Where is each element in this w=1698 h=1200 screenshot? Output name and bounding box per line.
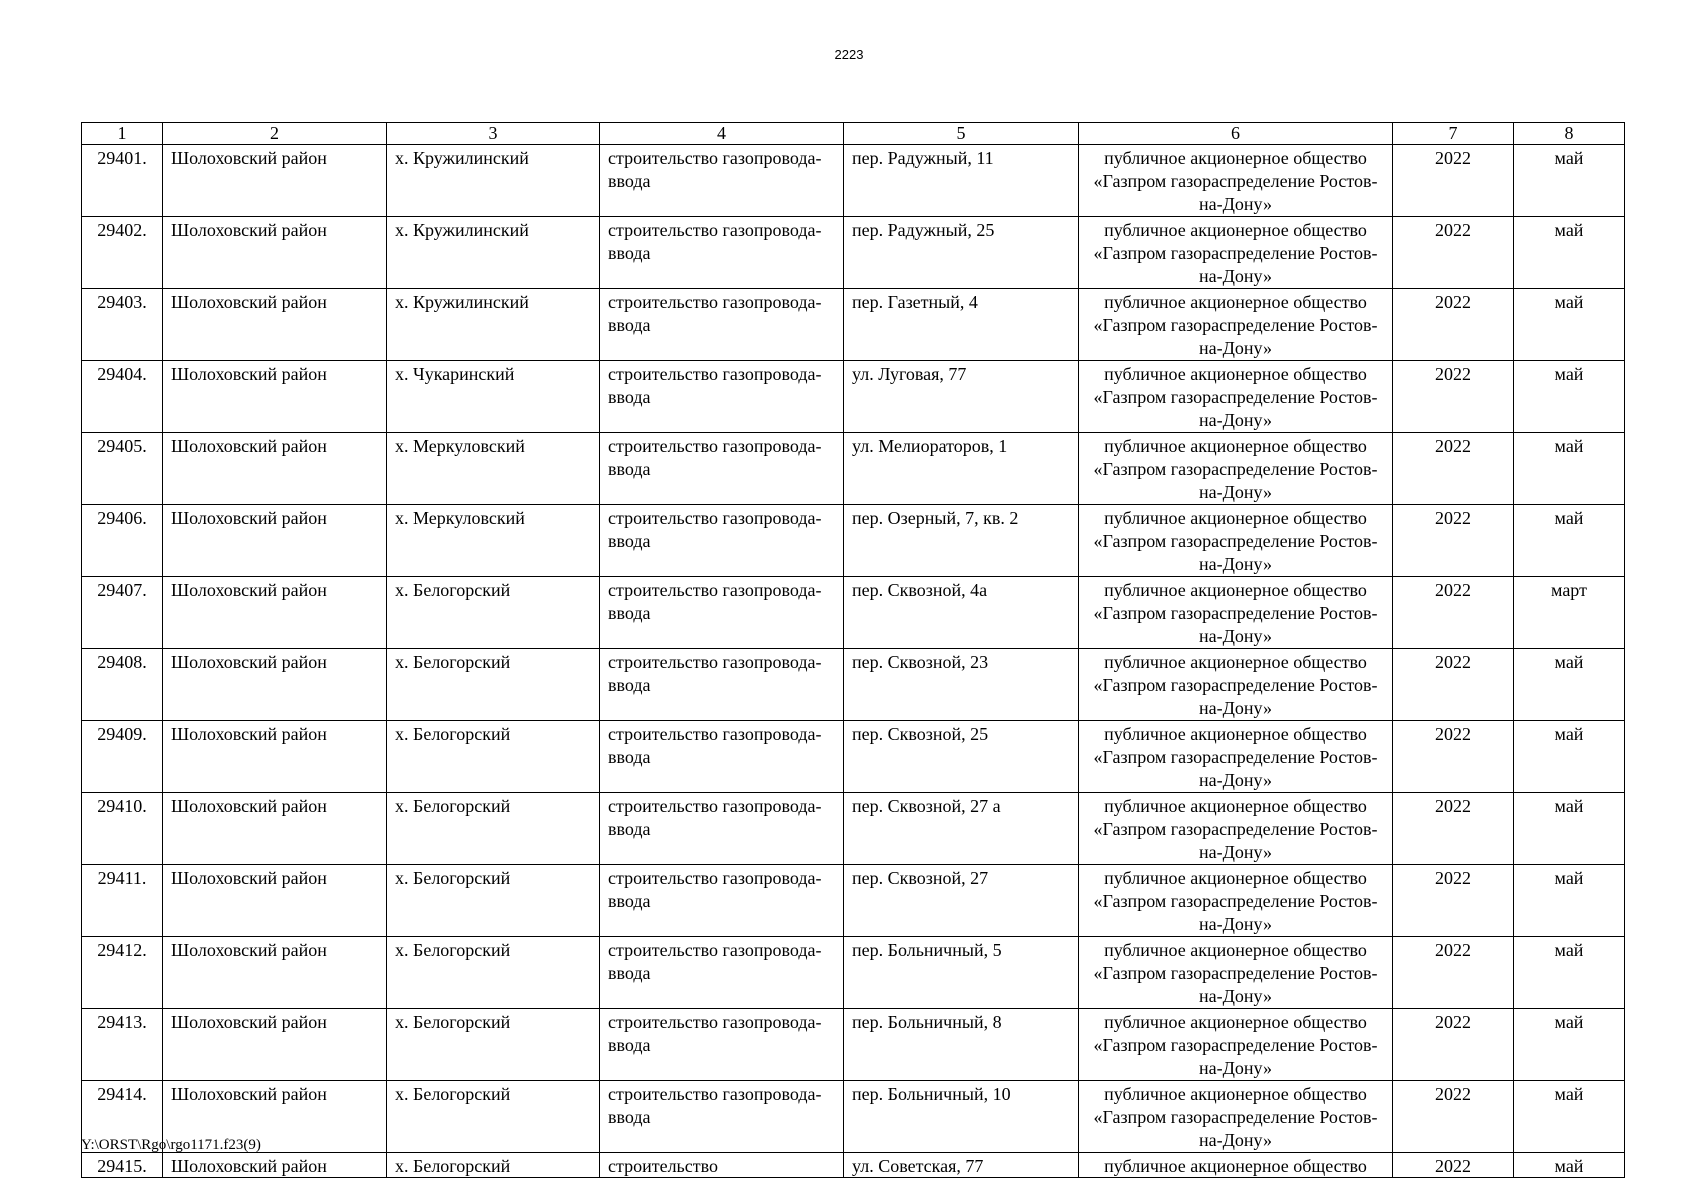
district-cell: Шолоховский район [163, 1153, 387, 1178]
settlement-cell: х. Белогорский [387, 649, 600, 721]
address-cell: ул. Советская, 77 [844, 1153, 1079, 1178]
table-row [82, 145, 1625, 217]
year-cell: 2022 [1393, 937, 1514, 1009]
year-cell: 2022 [1393, 649, 1514, 721]
month-cell: март [1514, 577, 1625, 649]
column-header-3: 3 [387, 123, 600, 145]
row-number: 29403. [82, 289, 163, 361]
settlement-cell: х. Белогорский [387, 577, 600, 649]
month-cell: май [1514, 433, 1625, 505]
table-row [82, 865, 1625, 937]
work-type-cell: строительство газопровода-ввода [600, 649, 844, 721]
settlement-cell: х. Белогорский [387, 721, 600, 793]
work-type-cell: строительство газопровода-ввода [600, 1081, 844, 1153]
organization-cell: публичное акционерное общество «Газпром газораспределение Ростов-на-Дону» [1079, 217, 1393, 289]
work-type-cell: строительство газопровода-ввода [600, 289, 844, 361]
row-number: 29409. [82, 721, 163, 793]
month-cell: май [1514, 505, 1625, 577]
table-row [82, 577, 1625, 649]
district-cell: Шолоховский район [163, 145, 387, 217]
row-number: 29404. [82, 361, 163, 433]
year-cell: 2022 [1393, 865, 1514, 937]
district-cell: Шолоховский район [163, 433, 387, 505]
column-header-6: 6 [1079, 123, 1393, 145]
year-cell: 2022 [1393, 1009, 1514, 1081]
organization-cell: публичное акционерное общество «Газпром газораспределение Ростов-на-Дону» [1079, 433, 1393, 505]
row-number: 29405. [82, 433, 163, 505]
settlement-cell: х. Кружилинский [387, 217, 600, 289]
gas-connection-registry-table [81, 122, 1625, 1178]
column-header-8: 8 [1514, 123, 1625, 145]
district-cell: Шолоховский район [163, 1009, 387, 1081]
table-row-partial [82, 1153, 1625, 1178]
work-type-cell: строительство газопровода-ввода [600, 361, 844, 433]
year-cell: 2022 [1393, 433, 1514, 505]
column-header-2: 2 [163, 123, 387, 145]
table-row [82, 937, 1625, 1009]
month-cell: май [1514, 1153, 1625, 1178]
settlement-cell: х. Меркуловский [387, 433, 600, 505]
district-cell: Шолоховский район [163, 361, 387, 433]
year-cell: 2022 [1393, 217, 1514, 289]
work-type-cell: строительство газопровода-ввода [600, 937, 844, 1009]
table-row [82, 1081, 1625, 1153]
month-cell: май [1514, 937, 1625, 1009]
organization-cell: публичное акционерное общество «Газпром газораспределение Ростов-на-Дону» [1079, 793, 1393, 865]
work-type-cell: строительство газопровода-ввода [600, 433, 844, 505]
settlement-cell: х. Белогорский [387, 937, 600, 1009]
page-number: 2223 [834, 47, 864, 62]
year-cell: 2022 [1393, 145, 1514, 217]
row-number: 29415. [82, 1153, 163, 1178]
table-row [82, 793, 1625, 865]
year-cell: 2022 [1393, 505, 1514, 577]
row-number: 29411. [82, 865, 163, 937]
month-cell: май [1514, 649, 1625, 721]
address-cell: пер. Больничный, 5 [844, 937, 1079, 1009]
organization-cell: публичное акционерное общество «Газпром газораспределение Ростов-на-Дону» [1079, 937, 1393, 1009]
settlement-cell: х. Кружилинский [387, 145, 600, 217]
month-cell: май [1514, 289, 1625, 361]
district-cell: Шолоховский район [163, 577, 387, 649]
table-row [82, 433, 1625, 505]
row-number: 29408. [82, 649, 163, 721]
month-cell: май [1514, 361, 1625, 433]
work-type-cell: строительство газопровода-ввода [600, 1009, 844, 1081]
year-cell: 2022 [1393, 1081, 1514, 1153]
month-cell: май [1514, 793, 1625, 865]
address-cell: ул. Мелиораторов, 1 [844, 433, 1079, 505]
organization-cell: публичное акционерное общество «Газпром газораспределение Ростов-на-Дону» [1079, 577, 1393, 649]
district-cell: Шолоховский район [163, 793, 387, 865]
month-cell: май [1514, 721, 1625, 793]
work-type-cell: строительство газопровода-ввода [600, 577, 844, 649]
year-cell: 2022 [1393, 577, 1514, 649]
column-number-header-row [82, 123, 1625, 145]
address-cell: ул. Луговая, 77 [844, 361, 1079, 433]
organization-cell: публичное акционерное общество «Газпром газораспределение Ростов-на-Дону» [1079, 649, 1393, 721]
organization-cell: публичное акционерное общество «Газпром газораспределение Ростов-на-Дону» [1079, 865, 1393, 937]
address-cell: пер. Сквозной, 4а [844, 577, 1079, 649]
column-header-7: 7 [1393, 123, 1514, 145]
work-type-cell: строительство [600, 1153, 844, 1178]
district-cell: Шолоховский район [163, 721, 387, 793]
month-cell: май [1514, 1081, 1625, 1153]
settlement-cell: х. Меркуловский [387, 505, 600, 577]
table-row [82, 1009, 1625, 1081]
organization-cell: публичное акционерное общество «Газпром газораспределение Ростов-на-Дону» [1079, 145, 1393, 217]
work-type-cell: строительство газопровода-ввода [600, 793, 844, 865]
work-type-cell: строительство газопровода-ввода [600, 145, 844, 217]
district-cell: Шолоховский район [163, 217, 387, 289]
district-cell: Шолоховский район [163, 865, 387, 937]
month-cell: май [1514, 865, 1625, 937]
organization-cell: публичное акционерное общество «Газпром газораспределение Ростов-на-Дону» [1079, 289, 1393, 361]
district-cell: Шолоховский район [163, 937, 387, 1009]
organization-cell: публичное акционерное общество «Газпром газораспределение Ростов-на-Дону» [1079, 1081, 1393, 1153]
settlement-cell: х. Кружилинский [387, 289, 600, 361]
month-cell: май [1514, 217, 1625, 289]
settlement-cell: х. Чукаринский [387, 361, 600, 433]
address-cell: пер. Газетный, 4 [844, 289, 1079, 361]
registry-table-wrapper [81, 122, 1624, 1178]
month-cell: май [1514, 1009, 1625, 1081]
settlement-cell: х. Белогорский [387, 1081, 600, 1153]
work-type-cell: строительство газопровода-ввода [600, 865, 844, 937]
table-body [82, 145, 1625, 1178]
table-row [82, 361, 1625, 433]
row-number: 29407. [82, 577, 163, 649]
address-cell: пер. Сквозной, 25 [844, 721, 1079, 793]
district-cell: Шолоховский район [163, 649, 387, 721]
work-type-cell: строительство газопровода-ввода [600, 721, 844, 793]
table-row [82, 721, 1625, 793]
organization-cell: публичное акционерное общество «Газпром газораспределение Ростов-на-Дону» [1079, 1009, 1393, 1081]
address-cell: пер. Больничный, 8 [844, 1009, 1079, 1081]
month-cell: май [1514, 145, 1625, 217]
row-number: 29401. [82, 145, 163, 217]
row-number: 29414. [82, 1081, 163, 1153]
address-cell: пер. Сквозной, 27 [844, 865, 1079, 937]
address-cell: пер. Радужный, 11 [844, 145, 1079, 217]
district-cell: Шолоховский район [163, 505, 387, 577]
year-cell: 2022 [1393, 289, 1514, 361]
column-header-4: 4 [600, 123, 844, 145]
column-header-5: 5 [844, 123, 1079, 145]
work-type-cell: строительство газопровода-ввода [600, 505, 844, 577]
row-number: 29402. [82, 217, 163, 289]
table-row [82, 289, 1625, 361]
file-path-footer: Y:\ORST\Rgo\rgo1171.f23(9) [81, 1137, 261, 1153]
address-cell: пер. Сквозной, 27 а [844, 793, 1079, 865]
address-cell: пер. Больничный, 10 [844, 1081, 1079, 1153]
column-header-1: 1 [82, 123, 163, 145]
settlement-cell: х. Белогорский [387, 1153, 600, 1178]
organization-cell: публичное акционерное общество «Газпром газораспределение Ростов-на-Дону» [1079, 505, 1393, 577]
work-type-cell: строительство газопровода-ввода [600, 217, 844, 289]
row-number: 29413. [82, 1009, 163, 1081]
settlement-cell: х. Белогорский [387, 865, 600, 937]
district-cell: Шолоховский район [163, 1081, 387, 1153]
settlement-cell: х. Белогорский [387, 1009, 600, 1081]
address-cell: пер. Озерный, 7, кв. 2 [844, 505, 1079, 577]
organization-cell: публичное акционерное общество «Газпром газораспределение Ростов-на-Дону» [1079, 361, 1393, 433]
table-row [82, 649, 1625, 721]
address-cell: пер. Сквозной, 23 [844, 649, 1079, 721]
district-cell: Шолоховский район [163, 289, 387, 361]
address-cell: пер. Радужный, 25 [844, 217, 1079, 289]
row-number: 29406. [82, 505, 163, 577]
year-cell: 2022 [1393, 721, 1514, 793]
row-number: 29410. [82, 793, 163, 865]
table-row [82, 505, 1625, 577]
year-cell: 2022 [1393, 361, 1514, 433]
year-cell: 2022 [1393, 793, 1514, 865]
organization-cell: публичное акционерное общество «Газпром газораспределение Ростов-на-Дону» [1079, 721, 1393, 793]
organization-cell: публичное акционерное общество [1079, 1153, 1393, 1178]
settlement-cell: х. Белогорский [387, 793, 600, 865]
year-cell: 2022 [1393, 1153, 1514, 1178]
table-row [82, 217, 1625, 289]
row-number: 29412. [82, 937, 163, 1009]
